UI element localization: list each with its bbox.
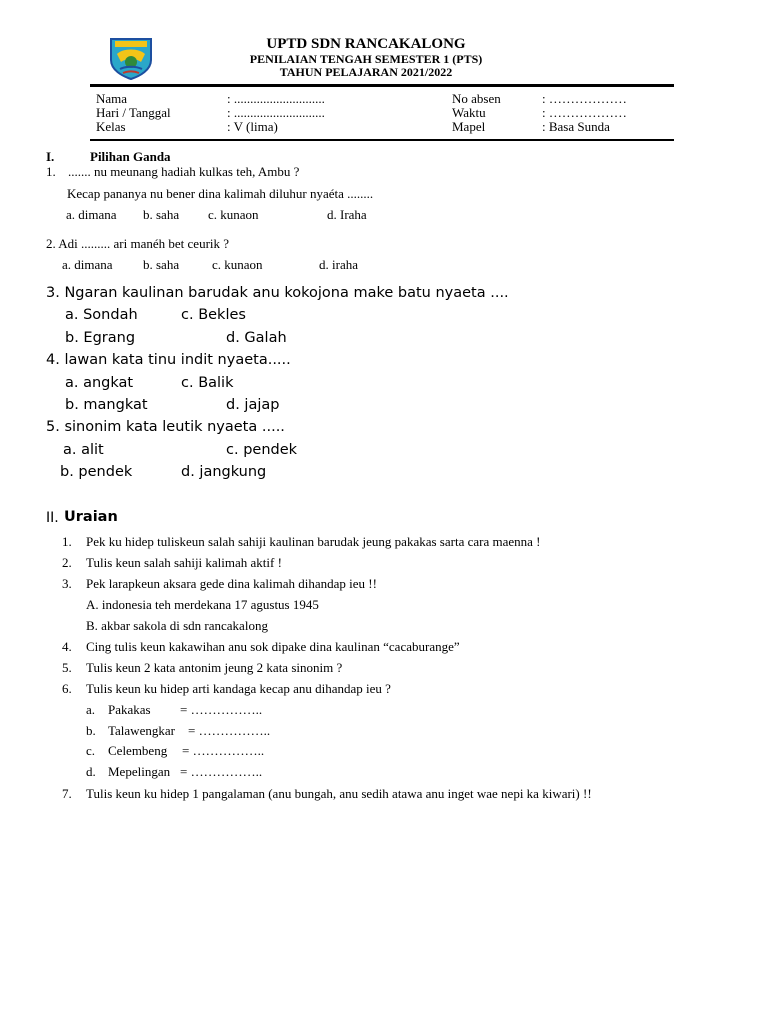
info-value-class: : V (lima) (227, 119, 278, 134)
info-label-name: Nama (96, 91, 128, 106)
essay-6-term-d: Mepelingan (108, 764, 171, 779)
q3-text: 3. Ngaran kaulinan barudak anu kokojona make batu nyaeta .... (46, 285, 509, 301)
info-label-class: Kelas (96, 119, 126, 134)
q3-option-a: a. Sondah (65, 307, 138, 323)
q5-option-a: a. alit (63, 442, 104, 458)
essay-6-term-c: Celembeng (108, 743, 168, 758)
info-label-subject: Mapel (452, 119, 486, 134)
essay-4-number: 4. (62, 639, 72, 654)
exam-title: PENILAIAN TENGAH SEMESTER 1 (PTS) (249, 52, 483, 66)
essay-6-text: Tulis keun ku hidep arti kandaga kecap anu dihandap ieu ? (86, 681, 391, 696)
header-rule-top (90, 84, 674, 87)
q4-option-c: c. Balik (181, 375, 234, 391)
q1-option-d: d. Iraha (327, 207, 367, 222)
q1-option-c: c. kunaon (208, 207, 259, 222)
info-label-absen: No absen (452, 91, 501, 106)
q4-text: 4. lawan kata tinu indit nyaeta..... (46, 352, 291, 368)
q1-option-a: a. dimana (66, 207, 117, 222)
info-value-subject: : Basa Sunda (542, 119, 610, 134)
essay-7-text: Tulis keun ku hidep 1 pangalaman (anu bungah, anu sedih atawa anu inget wae nepi ka kiwari) !! (86, 786, 592, 801)
q4-option-b: b. mangkat (65, 397, 148, 413)
essay-3-number: 3. (62, 576, 72, 591)
q1-number: 1. (46, 164, 56, 179)
essay-6-term-a: Pakakas (108, 702, 151, 717)
q5-option-b: b. pendek (60, 464, 133, 480)
essay-4-text: Cing tulis keun kakawihan anu sok dipake dina kaulinan “cacaburange” (86, 639, 460, 654)
school-emblem-icon (108, 36, 154, 80)
essay-1-number: 1. (62, 534, 72, 549)
essay-2-text: Tulis keun salah sahiji kalimah aktif ! (86, 555, 282, 570)
q2-option-a: a. dimana (62, 257, 113, 272)
section1-number: I. (46, 149, 55, 164)
section1-title: Pilihan Ganda (90, 149, 171, 164)
essay-6-blank-a: = …………….. (180, 702, 263, 717)
q5-option-c: c. pendek (226, 442, 298, 458)
essay-6-letter-c: c. (86, 743, 96, 758)
q1-text: ....... nu meunang hadiah kulkas teh, Ambu ? (68, 164, 300, 179)
q2-text: 2. Adi ......... ari manéh bet ceurik ? (46, 236, 230, 251)
school-name: UPTD SDN RANCAKALONG (266, 36, 466, 52)
info-value-name: : ............................ (227, 91, 325, 106)
info-value-absen: : ……………… (542, 91, 627, 106)
essay-6-blank-d: = …………….. (180, 764, 263, 779)
essay-2-number: 2. (62, 555, 72, 570)
q1-option-b: b. saha (143, 207, 180, 222)
essay-6-term-b: Talawengkar (108, 723, 175, 738)
essay-6-letter-d: d. (86, 764, 96, 779)
essay-6-letter-a: a. (86, 702, 96, 717)
essay-3-item-b: B. akbar sakola di sdn rancakalong (86, 618, 268, 633)
q2-option-d: d. iraha (319, 257, 358, 272)
info-value-time: : ……………… (542, 105, 627, 120)
section2-number: II. (46, 510, 59, 526)
q5-option-d: d. jangkung (181, 464, 267, 480)
essay-5-number: 5. (62, 660, 72, 675)
section2-title: Uraian (64, 509, 118, 525)
essay-7-number: 7. (62, 786, 72, 801)
essay-3-text: Pek larapkeun aksara gede dina kalimah dihandap ieu !! (86, 576, 377, 591)
q4-option-a: a. angkat (65, 375, 134, 391)
q3-option-c: c. Bekles (181, 307, 246, 323)
info-label-date: Hari / Tanggal (96, 105, 171, 120)
essay-6-blank-c: = …………….. (182, 743, 265, 758)
q3-option-b: b. Egrang (65, 330, 136, 346)
q1-subtext: Kecap pananya nu bener dina kalimah diluhur nyaéta ........ (67, 186, 374, 201)
essay-6-letter-b: b. (86, 723, 96, 738)
essay-3-item-a: A. indonesia teh merdekana 17 agustus 1945 (86, 597, 319, 612)
school-year: TAHUN PELAJARAN 2021/2022 (279, 65, 453, 79)
q3-option-d: d. Galah (226, 330, 287, 346)
essay-6-number: 6. (62, 681, 72, 696)
essay-6-blank-b: = …………….. (188, 723, 271, 738)
info-label-time: Waktu (452, 105, 486, 120)
header-rule-bottom (90, 139, 674, 141)
q2-option-c: c. kunaon (212, 257, 263, 272)
q5-text: 5. sinonim kata leutik nyaeta ..... (46, 419, 285, 435)
q2-option-b: b. saha (143, 257, 180, 272)
info-value-date: : ............................ (227, 105, 325, 120)
essay-5-text: Tulis keun 2 kata antonim jeung 2 kata sinonim ? (86, 660, 343, 675)
essay-1-text: Pek ku hidep tuliskeun salah sahiji kaulinan barudak jeung pakakas sarta cara maenna ! (86, 534, 541, 549)
q4-option-d: d. jajap (226, 397, 280, 413)
